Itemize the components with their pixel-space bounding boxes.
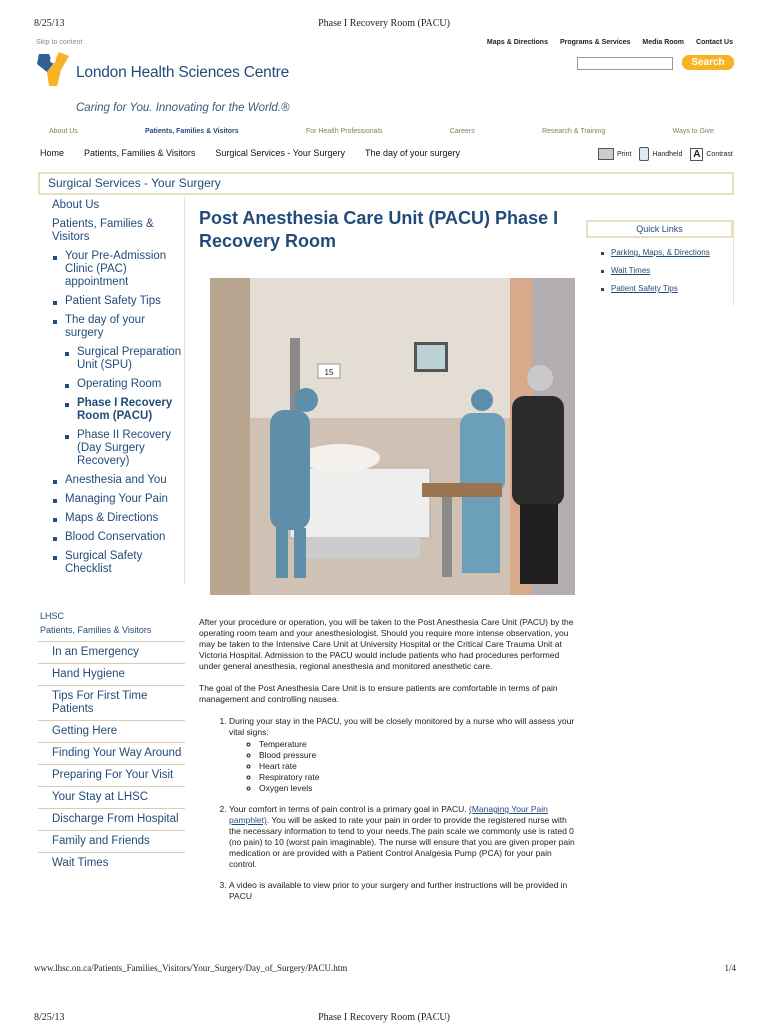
step1-text: During your stay in the PACU, you will be closely monitored by a nurse who will assess your vital signs: [229, 716, 575, 737]
sidebar-item-pain[interactable]: Managing Your Pain [38, 490, 184, 509]
link-your-stay[interactable]: Your Stay at LHSC [38, 786, 185, 808]
topnav-research[interactable]: Research & Training [541, 128, 606, 135]
step-item: 3. A video is available to view prior to your surgery and further instructions will be provided in PACU [229, 880, 581, 902]
vital-item: ◦ Oxygen levels [259, 783, 581, 794]
lhsc-sub: Patients, Families & Visitors [40, 625, 152, 635]
sidebar-item-about[interactable]: About Us [52, 199, 100, 211]
breadcrumb-patients[interactable]: Patients, Families & Visitors [84, 148, 196, 158]
vital-item: ◦ Respiratory rate [259, 772, 581, 783]
breadcrumb-home[interactable]: Home [40, 148, 65, 158]
printer-icon [598, 148, 614, 160]
top-nav [49, 128, 714, 135]
tagline: Caring for You. Innovating for the World.® [76, 102, 290, 114]
skip-to-content-link[interactable]: Skip to content [36, 39, 83, 46]
lhsc-links [38, 641, 185, 874]
sidebar-item-blood[interactable]: Blood Conservation [38, 528, 184, 547]
search-input[interactable] [577, 57, 673, 70]
handheld-tool[interactable] [639, 147, 682, 161]
print-title: Phase I Recovery Room (PACU) [318, 18, 450, 29]
section-title: Surgical Services - Your Surgery [38, 172, 734, 195]
link-wait-times[interactable]: Wait Times [38, 852, 185, 874]
quick-link-item [586, 248, 733, 258]
lhsc-label: LHSC [40, 611, 65, 621]
step2-text-a: Your comfort in terms of pain control is a primary goal in PACU. [229, 804, 469, 814]
sidebar-item-pac[interactable]: Your Pre-Admission Clinic (PAC) appointment [38, 247, 184, 292]
step-item [229, 716, 581, 794]
print-url: www.lhsc.on.ca/Patients_Families_Visitors/Your_Surgery/Day_of_Surgery/PACU.htm [34, 963, 348, 973]
topnav-about[interactable]: About Us [49, 128, 78, 135]
breadcrumb-day-of-surgery[interactable]: The day of your surgery [364, 148, 460, 158]
print-page-number: 1/4 [724, 963, 736, 973]
print-title-next: Phase I Recovery Room (PACU) [318, 1012, 450, 1023]
quick-link-item [586, 284, 733, 294]
link-finding-way[interactable]: Finding Your Way Around [38, 742, 185, 764]
topnav-patients[interactable]: Patients, Families & Visitors [145, 128, 239, 135]
breadcrumb [40, 148, 460, 158]
link-getting-here[interactable]: Getting Here [38, 720, 185, 742]
main-body [199, 617, 581, 912]
print-tool[interactable] [598, 148, 631, 160]
vital-item: ◦ Temperature [259, 739, 581, 750]
goal-paragraph: The goal of the Post Anesthesia Care Unit is to ensure patients are comfortable in terms of pain management and controlling nausea. [199, 683, 558, 704]
sidebar-item-spu[interactable]: Surgical Preparation Unit (SPU) [38, 343, 184, 375]
vital-item: ◦ Heart rate [259, 761, 581, 772]
link-emergency[interactable]: In an Emergency [38, 641, 185, 663]
quick-links [586, 220, 734, 306]
contrast-label: Contrast [706, 150, 733, 158]
utility-contact-link[interactable]: Contact Us [696, 39, 733, 46]
utility-nav [487, 39, 733, 46]
vitals-list [229, 739, 581, 794]
vital-item: ◦ Blood pressure [259, 750, 581, 761]
handheld-label: Handheld [652, 150, 683, 158]
quick-link-wait-times[interactable]: Wait Times [611, 266, 651, 275]
sidebar-item-checklist[interactable]: Surgical Safety Checklist [38, 547, 184, 579]
sidebar-item-patients[interactable]: Patients, Families & Visitors [52, 218, 154, 243]
print-date: 8/25/13 [34, 18, 65, 29]
link-hand-hygiene[interactable]: Hand Hygiene [38, 663, 185, 685]
sidebar-item-safety-tips[interactable]: Patient Safety Tips [38, 292, 184, 311]
quick-link-item [586, 266, 733, 276]
link-preparing[interactable]: Preparing For Your Visit [38, 764, 185, 786]
sidebar [38, 196, 185, 874]
link-first-time[interactable]: Tips For First Time Patients [38, 685, 185, 720]
quick-link-safety-tips[interactable]: Patient Safety Tips [611, 284, 678, 293]
topnav-careers[interactable]: Careers [449, 128, 475, 135]
contrast-icon: A [690, 148, 703, 161]
contrast-tool[interactable] [690, 148, 732, 161]
utility-maps-link[interactable]: Maps & Directions [486, 39, 548, 46]
sidebar-item-pacu[interactable]: Phase I Recovery Room (PACU) [38, 394, 184, 426]
lhsc-logo-icon[interactable] [37, 52, 69, 86]
sidebar-item-operating-room[interactable]: Operating Room [38, 375, 184, 394]
page-title: Post Anesthesia Care Unit (PACU) Phase I Recovery Room [199, 208, 559, 251]
room-number: 15 [324, 368, 334, 377]
utility-media-link[interactable]: Media Room [642, 39, 685, 46]
link-family[interactable]: Family and Friends [38, 830, 185, 852]
intro-paragraph: After your procedure or operation, you will be taken to the Post Anesthesia Care Unit (PACU) by the operating room team and your anesthesiologist. Should you require more intense observation, you may be taken to the Intensive Care Unit at University Hospital or the Critical Care Trauma Unit at Victoria Hospital. Admission to the PACU would include patients who had procedures performed under general anesthesia, regional anesthesia and monitored anesthetic care. [199, 617, 574, 671]
utility-programs-link[interactable]: Programs & Services [559, 39, 631, 46]
link-discharge[interactable]: Discharge From Hospital [38, 808, 185, 830]
page-tools [598, 147, 733, 161]
logo-text[interactable]: London Health Sciences Centre [76, 64, 290, 81]
sidebar-item-anesthesia[interactable]: Anesthesia and You [38, 471, 184, 490]
pacu-photo [210, 278, 575, 595]
topnav-health-professionals[interactable]: For Health Professionals [305, 128, 383, 135]
print-label: Print [617, 150, 632, 158]
sidebar-item-day-of-surgery[interactable]: The day of your surgery [38, 311, 184, 343]
breadcrumb-surgical-services[interactable]: Surgical Services - Your Surgery [215, 148, 345, 158]
step2-text-b: . You will be asked to rate your pain in order to provide the registered nurse with the necessary information to tend to your needs.The pain scale we commonly use is rated 0 (no pain) to 10 (worst pain imaginable). The nurse will ensure that you are given proper pain medication or are provided with a Patient Control Analgesia Pump (PCA) for your pain control. [229, 815, 575, 869]
steps-list [199, 716, 581, 902]
handheld-icon [639, 147, 649, 161]
sidebar-item-phase2[interactable]: Phase II Recovery (Day Surgery Recovery) [38, 426, 184, 471]
quick-link-parking[interactable]: Parking, Maps, & Directions [611, 248, 710, 257]
search-button[interactable]: Search [682, 55, 734, 70]
pain-pamphlet-link[interactable]: (Managing Your Pain pamphlet) [229, 804, 548, 825]
step-item [229, 804, 581, 870]
print-date-next: 8/25/13 [34, 1012, 65, 1023]
topnav-ways-to-give[interactable]: Ways to Give [672, 128, 714, 135]
sidebar-item-maps[interactable]: Maps & Directions [38, 509, 184, 528]
quick-links-title: Quick Links [586, 220, 733, 238]
